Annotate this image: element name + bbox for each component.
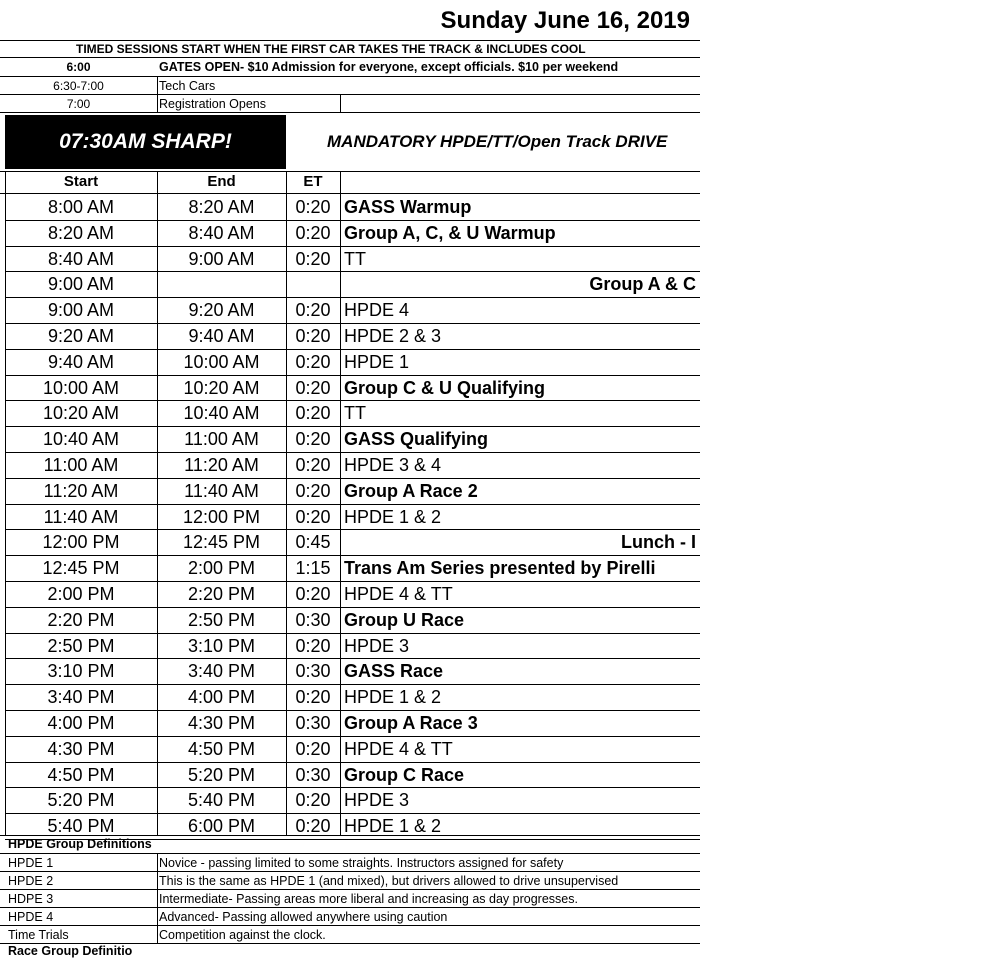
table-header [0, 172, 700, 192]
table-row [0, 529, 700, 555]
et-cell: 0:20 [295, 455, 331, 475]
table-row [0, 297, 700, 323]
event-cell: HPDE 3 [344, 635, 410, 656]
table-row [0, 452, 700, 478]
event-cell: HPDE 4 & TT [344, 584, 453, 604]
table-row [0, 607, 700, 633]
event-cell: Group A & C [589, 274, 696, 295]
event-cell: HPDE 2 & 3 [344, 326, 442, 346]
event-cell: GASS Race [344, 661, 444, 682]
et-cell: 1:15 [295, 558, 331, 579]
start-cell: 10:40 AM [42, 429, 120, 450]
event-cell: HPDE 4 & TT [344, 738, 453, 759]
et-cell: 0:20 [295, 738, 331, 759]
end-cell: 8:20 AM [188, 197, 255, 217]
event-cell: Group C Race [344, 764, 465, 785]
table-row [0, 400, 700, 426]
end-cell: 8:40 AM [188, 222, 255, 243]
event-cell: GASS Warmup [344, 197, 472, 217]
start-cell: 11:40 AM [43, 506, 119, 527]
race-group-definitions-title: Race Group Definitio [8, 944, 133, 958]
et-cell: 0:20 [295, 506, 331, 527]
notice-banner: TIMED SESSIONS START WHEN THE FIRST CAR TAKES THE TRACK & INCLUDES COOL [76, 42, 586, 56]
et-cell: 0:20 [295, 248, 331, 269]
start-cell: 3:40 PM [47, 687, 115, 708]
et-cell: 0:30 [295, 609, 331, 630]
start-cell: 11:20 AM [43, 480, 119, 501]
end-cell: 11:20 AM [184, 455, 259, 475]
end-cell: 12:45 PM [182, 532, 261, 553]
info-row [0, 95, 700, 113]
end-cell: 4:50 PM [187, 738, 256, 759]
header-end: End [207, 173, 236, 190]
info-time: 6:00 [66, 60, 91, 74]
start-cell: 5:40 PM [47, 816, 115, 837]
event-cell: TT [344, 248, 366, 269]
event-cell: HPDE 1 & 2 [344, 687, 442, 708]
et-cell: 0:20 [295, 300, 331, 321]
et-cell: 0:20 [295, 635, 331, 656]
et-cell: 0:30 [295, 661, 331, 682]
definition-key: HPDE 2 [8, 874, 54, 888]
event-cell: Group A, C, & U Warmup [344, 222, 556, 243]
definition-key: HPDE 1 [8, 856, 54, 870]
et-cell: 0:20 [295, 377, 331, 398]
definition-value: Advanced- Passing allowed anywhere using caution [159, 910, 448, 924]
page-title: Sunday June 16, 2019 [440, 7, 690, 34]
event-cell: Trans Am Series presented by Pirelli [344, 558, 656, 579]
definition-row [0, 890, 700, 908]
end-cell: 2:20 PM [187, 584, 256, 604]
definition-value: Intermediate- Passing areas more liberal and increasing as day progresses. [159, 892, 578, 906]
start-cell: 2:00 PM [47, 584, 115, 604]
info-row [0, 58, 700, 76]
start-cell: 2:50 PM [47, 635, 115, 656]
end-cell: 3:10 PM [187, 635, 256, 656]
end-cell: 12:00 PM [182, 506, 261, 527]
start-cell: 9:00 AM [47, 274, 115, 295]
start-cell: 9:00 AM [47, 300, 115, 321]
event-cell: HPDE 1 [344, 351, 410, 372]
end-cell: 4:00 PM [187, 687, 256, 708]
header-et: ET [303, 173, 323, 190]
start-cell: 8:00 AM [47, 197, 115, 217]
et-cell: 0:20 [295, 790, 331, 811]
table-row [0, 246, 700, 272]
table-row [0, 194, 700, 220]
et-cell: 0:30 [295, 764, 331, 785]
event-cell: Group U Race [344, 609, 465, 630]
end-cell: 11:00 AM [184, 429, 259, 450]
end-cell: 6:00 PM [187, 816, 256, 837]
start-cell: 9:40 AM [47, 351, 115, 372]
table-row [0, 323, 700, 349]
table-row [0, 375, 700, 401]
end-cell: 3:40 PM [187, 661, 256, 682]
event-cell: Lunch - I [621, 532, 696, 553]
start-cell: 4:50 PM [47, 764, 115, 785]
definition-row [0, 908, 700, 926]
event-cell: HPDE 1 & 2 [344, 816, 442, 837]
definition-key: HDPE 3 [8, 892, 54, 906]
table-row [0, 762, 700, 788]
event-cell: HPDE 1 & 2 [344, 506, 442, 527]
definition-value: Competition against the clock. [159, 928, 326, 942]
end-cell: 11:40 AM [184, 480, 259, 501]
start-cell: 8:40 AM [47, 248, 115, 269]
et-cell: 0:20 [295, 816, 331, 837]
start-cell: 4:00 PM [47, 713, 115, 733]
end-cell: 5:40 PM [187, 790, 256, 811]
definition-value: Novice - passing limited to some straights. Instructors assigned for safety [159, 856, 564, 870]
divider [340, 95, 341, 112]
et-cell: 0:20 [295, 403, 331, 424]
event-cell: Group A Race 3 [344, 713, 478, 733]
et-cell: 0:20 [295, 197, 331, 217]
info-text: Tech Cars [159, 79, 216, 93]
event-cell: HPDE 3 & 4 [344, 455, 442, 475]
start-cell: 4:30 PM [47, 738, 115, 759]
table-row [0, 271, 700, 297]
table-row [0, 736, 700, 762]
table-row [0, 581, 700, 607]
event-cell: HPDE 4 [344, 300, 410, 321]
divider [157, 853, 158, 943]
definition-row [0, 854, 700, 872]
table-row [0, 555, 700, 581]
table-row [0, 504, 700, 530]
table-row [0, 787, 700, 813]
event-cell: GASS Qualifying [344, 429, 489, 450]
et-cell: 0:20 [295, 429, 331, 450]
et-cell: 0:20 [295, 326, 331, 346]
table-row [0, 220, 700, 246]
end-cell: 10:20 AM [183, 377, 260, 398]
end-cell: 5:20 PM [187, 764, 256, 785]
table-row [0, 684, 700, 710]
table-row [0, 633, 700, 659]
et-cell: 0:20 [295, 351, 331, 372]
definitions-title: HPDE Group Definitions [8, 837, 152, 851]
definition-row [0, 926, 700, 944]
event-cell: TT [344, 403, 366, 424]
info-time: 6:30-7:00 [53, 79, 104, 93]
table-row [0, 349, 700, 375]
start-time-banner [5, 115, 286, 169]
et-cell: 0:30 [295, 713, 331, 733]
info-text: Registration Opens [159, 97, 267, 111]
start-cell: 2:20 PM [47, 609, 115, 630]
banner-label: 07:30AM SHARP! [59, 130, 232, 153]
start-cell: 11:00 AM [43, 455, 119, 475]
start-cell: 12:00 PM [42, 532, 120, 553]
start-cell: 10:20 AM [42, 403, 120, 424]
definition-row [0, 872, 700, 890]
et-cell: 0:20 [295, 584, 331, 604]
end-cell: 2:00 PM [187, 558, 256, 579]
end-cell: 9:00 AM [188, 248, 255, 269]
info-text: GATES OPEN- $10 Admission for everyone, except officials. $10 per weekend [159, 60, 619, 74]
start-cell: 8:20 AM [47, 222, 115, 243]
definition-key: HPDE 4 [8, 910, 54, 924]
info-row [0, 77, 700, 95]
end-cell: 2:50 PM [187, 609, 256, 630]
info-time: 7:00 [66, 97, 91, 111]
mandatory-meeting-label: MANDATORY HPDE/TT/Open Track DRIVE [327, 132, 668, 151]
event-cell: Group A Race 2 [344, 480, 478, 501]
start-cell: 3:10 PM [47, 661, 115, 682]
et-cell: 0:20 [295, 687, 331, 708]
end-cell: 9:40 AM [188, 326, 255, 346]
definition-key: Time Trials [8, 928, 69, 942]
event-cell: HPDE 3 [344, 790, 410, 811]
start-cell: 5:20 PM [47, 790, 115, 811]
divider [0, 112, 700, 113]
et-cell: 0:20 [295, 222, 331, 243]
et-cell: 0:20 [295, 480, 331, 501]
table-row [0, 710, 700, 736]
et-cell: 0:45 [295, 532, 331, 553]
table-row [0, 426, 700, 452]
end-cell: 4:30 PM [187, 713, 256, 733]
start-cell: 9:20 AM [47, 326, 115, 346]
end-cell: 10:00 AM [183, 351, 260, 372]
end-cell: 10:40 AM [183, 403, 260, 424]
table-row [0, 478, 700, 504]
start-cell: 10:00 AM [42, 377, 120, 398]
start-cell: 12:45 PM [42, 558, 120, 579]
header-start: Start [63, 173, 99, 190]
event-cell: Group C & U Qualifying [344, 377, 545, 398]
divider [157, 77, 158, 112]
end-cell: 9:20 AM [188, 300, 255, 321]
table-row [0, 658, 700, 684]
definition-value: This is the same as HPDE 1 (and mixed), but drivers allowed to drive unsupervised [159, 874, 619, 888]
